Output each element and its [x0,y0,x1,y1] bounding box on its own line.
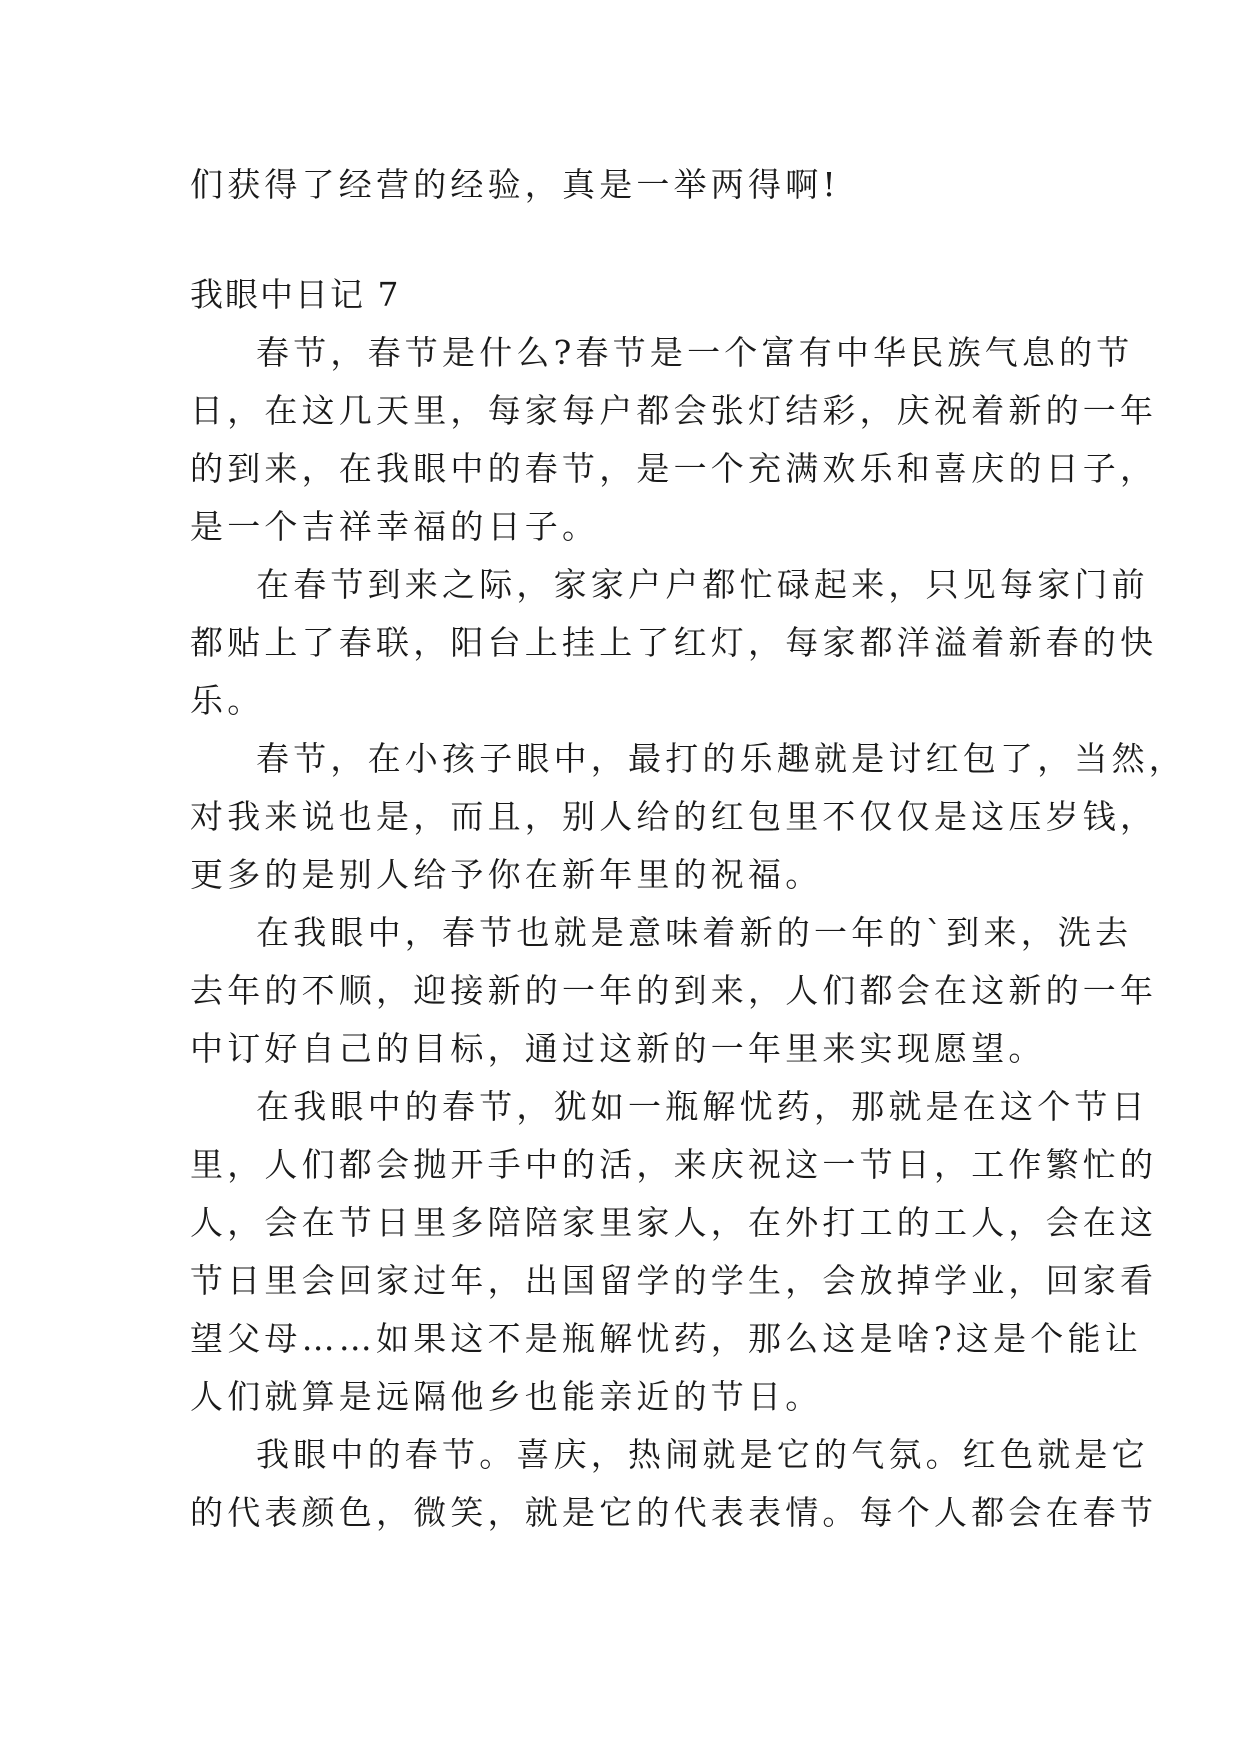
paragraph-line: 在我眼中的春节，犹如一瓶解忧药，那就是在这个节日 [256,1087,1149,1126]
paragraph-line: 我眼中的春节。喜庆，热闹就是它的气氛。红色就是它 [256,1435,1149,1474]
paragraph-line: 在我眼中，春节也就是意味着新的一年的`到来，洗去 [256,913,1133,952]
continuation-line: 们获得了经营的经验，真是一举两得啊! [190,165,840,204]
paragraph-line: 对我来说也是，而且，别人给的红包里不仅仅是这压岁钱， [190,797,1158,836]
paragraph-line: 都贴上了春联，阳台上挂上了红灯，每家都洋溢着新春的快 [190,623,1158,662]
paragraph-line: 里，人们都会抛开手中的活，来庆祝这一节日，工作繁忙的 [190,1145,1158,1184]
paragraph-line: 中订好自己的目标，通过这新的一年里来实现愿望。 [190,1029,1046,1068]
paragraph-line: 乐。 [190,681,265,720]
paragraph [190,324,1158,556]
paragraph-line: 春节，春节是什么?春节是一个富有中华民族气息的节 [256,333,1134,372]
paragraph-line: 日，在这几天里，每家每户都会张灯结彩，庆祝着新的一年 [190,391,1158,430]
paragraph-line: 人，会在节日里多陪陪家里家人，在外打工的工人，会在这 [190,1203,1158,1242]
paragraph [190,1426,1158,1542]
paragraph [190,1078,1158,1426]
paragraph [190,904,1158,1078]
paragraph-line: 在春节到来之际，家家户户都忙碌起来，只见每家门前 [256,565,1149,604]
paragraph-line: 望父母……如果这不是瓶解忧药，那么这是啥?这是个能让 [190,1319,1142,1358]
paragraph-line: 更多的是别人给予你在新年里的祝福。 [190,855,823,894]
paragraph-line: 春节，在小孩子眼中，最打的乐趣就是讨红包了，当然， [256,739,1186,778]
paragraph-line: 是一个吉祥幸福的日子。 [190,507,600,546]
paragraph [190,730,1186,904]
paragraph [190,556,1158,730]
paragraph-line: 的代表颜色，微笑，就是它的代表表情。每个人都会在春节 [190,1493,1158,1532]
document-body [190,156,1186,1542]
paragraph-line: 的到来，在我眼中的春节，是一个充满欢乐和喜庆的日子， [190,449,1158,488]
section-title: 我眼中日记 7 [190,275,401,314]
paragraph-line: 人们就算是远隔他乡也能亲近的节日。 [190,1377,823,1416]
paragraph-line: 节日里会回家过年，出国留学的学生，会放掉学业，回家看 [190,1261,1158,1300]
paragraph-line: 去年的不顺，迎接新的一年的到来，人们都会在这新的一年 [190,971,1158,1010]
